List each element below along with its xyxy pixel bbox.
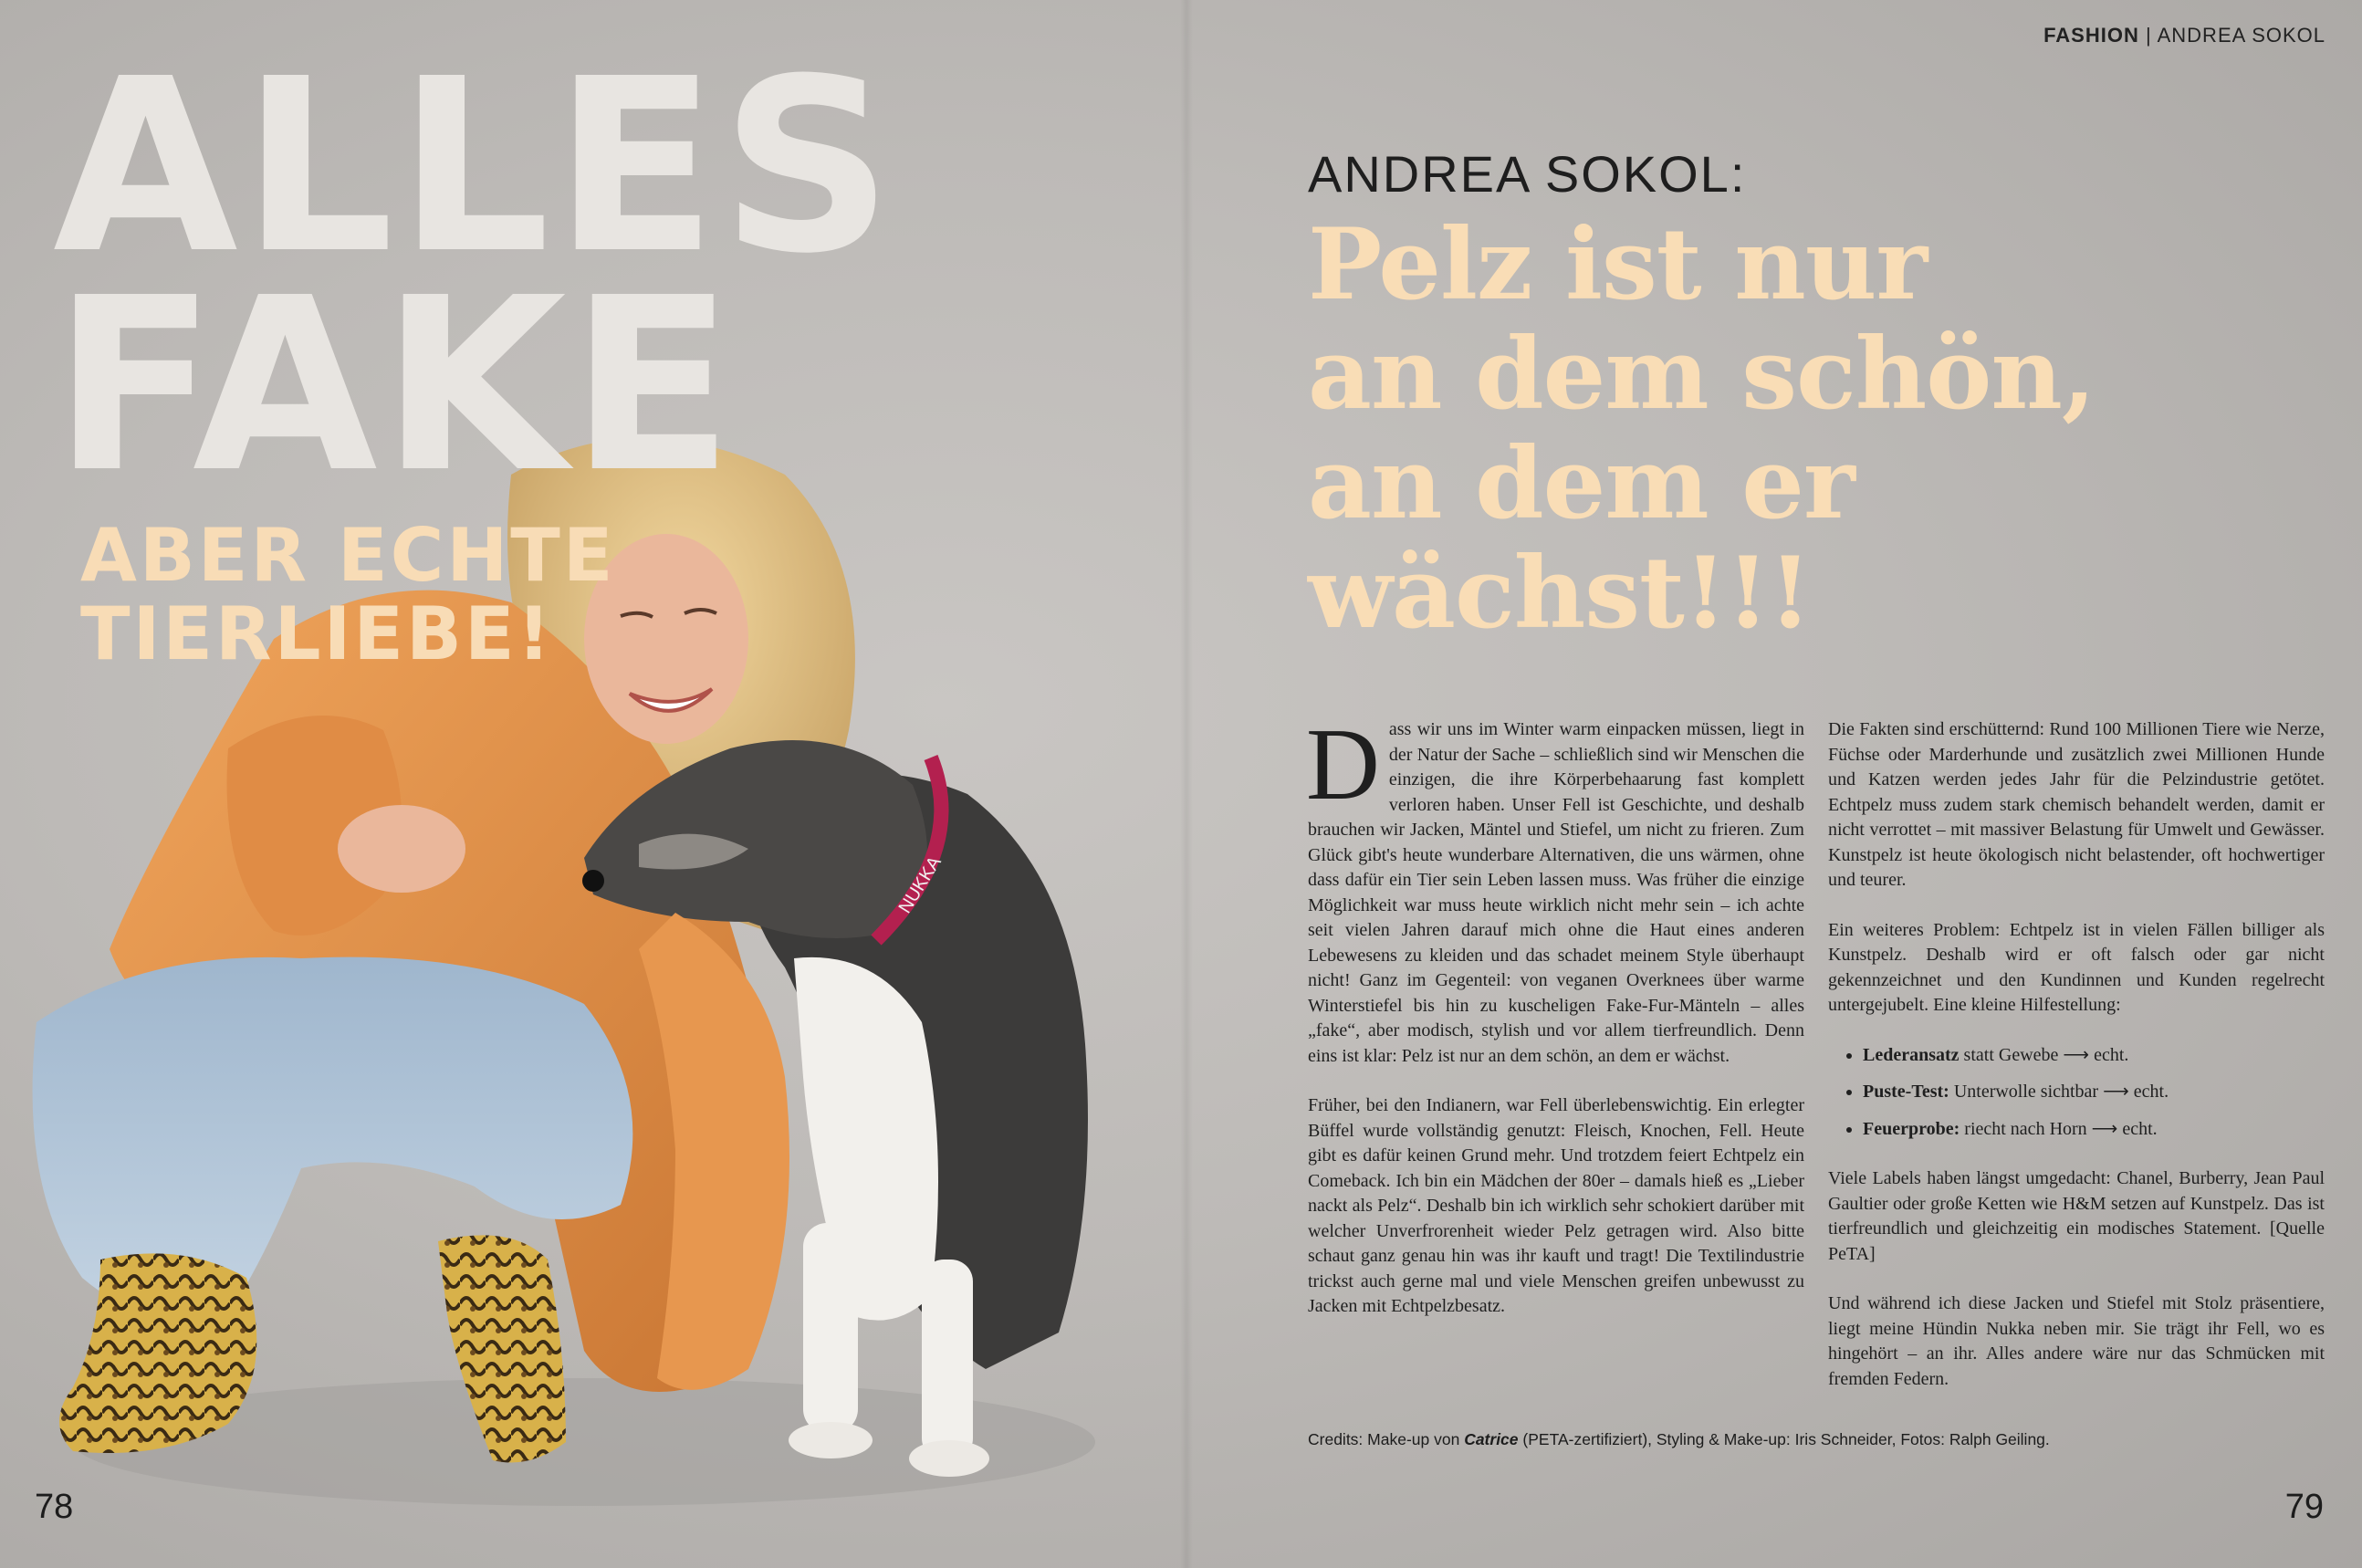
headline-line-3: an dem er [1308, 426, 1855, 541]
article-paragraph: Die Fakten sind erschütternd: Rund 100 Millionen Tiere wie Nerze, Füchse oder Marderhunde und zusätzlich zwei Millionen Hunde und Katzen werden jedes Jahr für die Pelzindustrie getötet. Echtpelz muss zudem stark chemisch behandelt werden, damit er nicht verrottet – mit massiver Belastung für Umwelt und Gewässer. Kunstpelz ist heute ökologisch nicht belastender, oft hochwertiger und teurer. [1828, 719, 2325, 890]
list-item [1863, 1043, 2325, 1069]
article-paragraph-text: ass wir uns im Winter warm einpacken müssen, liegt in der Natur der Sache – schließlich sind wir Menschen die einzigen, die ihre Körperbehaarung fast komplett verloren haben. Unser Fell ist Geschichte, und deshalb brauchen wir Jacken, Mäntel und Stiefel, um nicht zu frieren. Zum Glück gibt's heute wunderbare Alternativen, die uns wärmen, ohne dass dafür ein Tier sein Leben lassen muss. Was früher die einzige Möglichkeit war muss heute wirklich nicht mehr sein – ich achte seit vielen Jahren darauf mich ohne die Haut eines anderen Lebewesens zu kleiden und das schadet meinem Style überhaupt nicht! Ganz im Gegenteil: von veganen Overknees über warme Winterstiefel bis hin zu kuscheligen Fake-Fur-Mänteln – alles „fake“, aber modisch, stylish und vor allem tierfreundlich. Denn eins ist klar: Pelz ist nur an dem schön, an dem er wächst. [1308, 719, 1804, 1066]
list-item-text: riecht nach Horn ⟶ echt. [1960, 1118, 2158, 1139]
subtitle-line-1: ABER ECHTE [80, 513, 616, 598]
credits-suffix: (PETA-zertifiziert), Styling & Make-up: Iris Schneider, Fotos: Ralph Geiling. [1518, 1430, 2050, 1448]
photo-credits [1308, 1430, 2050, 1449]
list-item-text: Unterwolle sichtbar ⟶ echt. [1949, 1082, 2169, 1102]
subtitle [80, 513, 616, 676]
dog-paw-right [909, 1440, 989, 1477]
page-number-right: 79 [2284, 1488, 2324, 1526]
drop-cap: D [1306, 708, 1380, 821]
list-item [1863, 1080, 2325, 1105]
title-line-1: ALLES [53, 27, 897, 306]
credits-brand: Catrice [1464, 1430, 1519, 1448]
collar-text: NUKKA [894, 852, 946, 917]
list-item-term: Feuerprobe: [1863, 1118, 1960, 1139]
article-paragraph: Viele Labels haben längst umgedacht: Chanel, Burberry, Jean Paul Gaultier oder große Ketten wie H&M setzen auf Kunstpelz. Das ist tierfreundlich und gleichzeitig ein modisches Statement. [Quelle PeTA] [1828, 1168, 2325, 1264]
article-column-1 [1306, 708, 1804, 1344]
dog-leg-left [803, 1223, 858, 1433]
header-author: ANDREA SOKOL [2157, 24, 2325, 47]
headline-line-1: Pelz ist nur [1308, 207, 1928, 322]
list-item [1863, 1117, 2325, 1143]
byline: ANDREA SOKOL: [1308, 145, 1747, 203]
boot-left [59, 1253, 256, 1453]
subtitle-line-2: TIERLIEBE! [80, 591, 554, 676]
list-item-text: statt Gewebe ⟶ echt. [1959, 1044, 2129, 1065]
running-header [2043, 24, 2325, 47]
article-paragraph: Und während ich diese Jacken und Stiefel mit Stolz präsentiere, liegt meine Hündin Nukka neben mir. Sie trägt ihr Fell, wo es hingehört – an ihr. Alles andere wäre nur das Schmücken mit fremden Federn. [1828, 1293, 2325, 1389]
dog-nose [582, 870, 604, 892]
page-number-left: 78 [35, 1488, 74, 1526]
page-gutter [1180, 0, 1193, 1568]
article-paragraph: Ein weiteres Problem: Echtpelz ist in vielen Fällen billiger als Kunstpelz. Deshalb wird er oft falsch oder gar nicht gekennzeichnet und den Kundinnen und Kunden regelrecht untergejubelt. Eine kleine Hilfestellung: [1828, 919, 2325, 1015]
tips-list [1828, 1043, 2325, 1143]
dog-leg-right [922, 1260, 973, 1460]
headline-line-2: an dem schön, [1308, 317, 2095, 432]
list-item-term: Lederansatz [1863, 1044, 1960, 1065]
headline-line-4: wächst!!! [1308, 536, 1812, 651]
article-paragraph: Früher, bei den Indianern, war Fell überlebenswichtig. Ein erlegter Büffel wurde vollständig genutzt: Fleisch, Knochen, Fell. Heute gibt es dafür keinen Grund mehr. Und trotzdem feiert Echtpelz ein Comeback. Ich bin ein Mädchen der 80er – damals hieß es „Lieber nackt als Pelz“. Deshalb bin ich wirklich sehr schokiert darüber mit welcher Unverfrorenheit wieder Pelz getragen wird. Also bitte schaut ganz genau hin was ihr kauft und tragt! Die Textilindustrie trickst auch gerne mal und viele Menschen greifen unbewusst zu Jacken mit Echtpelzbesatz. [1308, 1095, 1804, 1316]
dog-paw-left [789, 1422, 873, 1458]
header-separator: | [2145, 24, 2152, 47]
header-section: FASHION [2043, 24, 2139, 47]
article-paragraph [1306, 708, 1804, 1069]
credits-prefix: Credits: Make-up von [1308, 1430, 1465, 1448]
title-line-2: FAKE [53, 246, 737, 525]
article-column-2 [1828, 717, 2325, 1416]
headline [1308, 207, 2095, 651]
hand [338, 805, 465, 893]
list-item-term: Puste-Test: [1863, 1082, 1949, 1102]
